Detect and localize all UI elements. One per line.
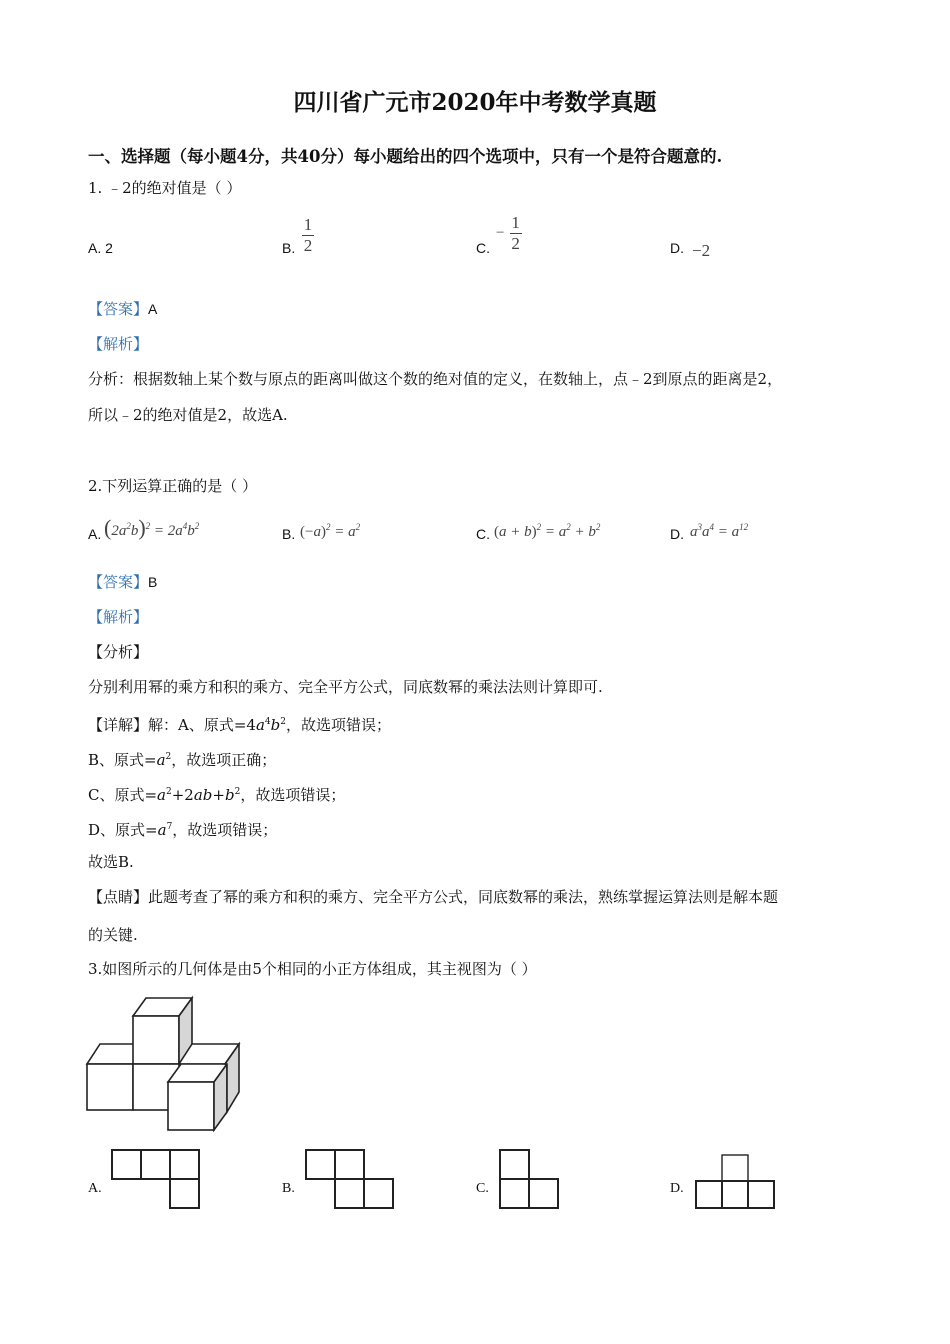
detail-d-prefix: D、原式= (88, 821, 158, 839)
q3-option-d-label: D. (670, 1181, 684, 1196)
q2-option-d-label: D. (670, 526, 684, 542)
detail-a-suffix: ，故选项错误； (286, 716, 392, 734)
page-title: 四川省广元市2020年中考数学真题 (293, 89, 657, 116)
q2-detail-b: B、原式$=a^2$，故选项正确； (88, 751, 277, 769)
detail-c-prefix: C、原式= (88, 786, 158, 804)
denominator: 2 (511, 234, 520, 253)
answer-label: 【答案】 (88, 573, 149, 591)
q2-stem: 2.下列运算正确的是（ ） (88, 477, 258, 495)
q1-option-d-label: D. (670, 240, 684, 256)
detail-a-prefix: 解：A、原式=4 (148, 716, 256, 734)
comment-label: 【点睛】 (88, 888, 149, 906)
q2-option-a-label: A. (88, 526, 102, 542)
q1-option-b-fraction (302, 216, 314, 255)
q1-answer (88, 299, 157, 319)
q3-option-c-view (498, 1148, 562, 1210)
q1-option-c-fraction (496, 214, 522, 253)
q2-option-c-label: C. (476, 526, 490, 542)
q2-detail-d: D、原式$=a^7$，故选项错误； (88, 821, 278, 839)
q3-solid-figure (84, 994, 248, 1134)
comment-text: 此题考查了幂的乘方和积的乘方、完全平方公式，同底数幂的乘法，熟练掌握运算法则是解本题 (148, 888, 779, 906)
answer-value: B (148, 574, 158, 590)
q2-analysis-label: 【解析】 (88, 608, 149, 626)
detail-b-prefix: B、原式= (88, 751, 157, 769)
q2-comment-line2: 的关键. (88, 926, 138, 944)
q2-option-b-expression: $(-a)^2 = a^2$ (300, 522, 361, 540)
q2-option-a-expression: $(2a^2b)^2 = 2a^4b^2$ (104, 515, 200, 540)
q2-option-d-expression: $a^3a^4 = a^{12}$ (690, 522, 749, 540)
q2-detail-a: 【详解】解：A、原式$=4a^4b^2$，故选项错误； (88, 716, 392, 734)
minus-sign: − (496, 225, 505, 241)
q3-option-b-label: B. (282, 1181, 295, 1196)
q1-option-b-label: B. (282, 240, 296, 256)
q3-stem: 3.如图所示的几何体是由5个相同的小正方体组成，其主视图为（ ） (88, 960, 537, 978)
q1-stem: 1. ﹣2的绝对值是（ ） (88, 179, 242, 197)
q1-option-c-label: C. (476, 240, 490, 256)
numerator: 1 (511, 213, 520, 232)
section-heading: 一、选择题（每小题4分，共40分）每小题给出的四个选项中，只有一个是符合题意的. (88, 147, 723, 166)
q1-analysis-line1: 分析：根据数轴上某个数与原点的距离叫做这个数的绝对值的定义，在数轴上，点﹣2到原点的距离是2， (88, 370, 783, 388)
q3-option-b-view (304, 1148, 396, 1210)
answer-label: 【答案】 (88, 300, 149, 318)
q2-comment-line1 (88, 887, 778, 907)
q1-option-d-value: −2 (692, 241, 711, 260)
q2-fenxi-text: 分别利用幂的乘方和积的乘方、完全平方公式，同底数幂的乘法法则计算即可. (88, 678, 603, 696)
q3-option-a-label: A. (88, 1181, 102, 1196)
answer-value: A (148, 301, 158, 317)
q2-fenxi-label: 【分析】 (88, 643, 149, 661)
q3-option-a-view (110, 1148, 202, 1210)
q2-option-c-expression: $(a + b)^2 = a^2 + b^2$ (494, 522, 601, 540)
detail-c-suffix: ，故选项错误； (240, 786, 346, 804)
q1-analysis-label: 【解析】 (88, 335, 149, 353)
q3-option-c-label: C. (476, 1181, 489, 1196)
detail-d-suffix: ，故选项错误； (172, 821, 278, 839)
denominator: 2 (303, 236, 313, 255)
detail-b-suffix: ，故选项正确； (171, 751, 277, 769)
q2-option-b-label: B. (282, 526, 296, 542)
q2-answer (88, 572, 157, 592)
q1-option-a: A. 2 (88, 240, 113, 256)
numerator: 1 (303, 215, 313, 234)
q2-detail-c: C、原式$=a^2+2ab+b^2$，故选项错误； (88, 786, 346, 804)
q3-option-d-view (692, 1153, 778, 1211)
q1-analysis-line2: 所以﹣2的绝对值是2，故选A. (88, 406, 288, 424)
q2-choose: 故选B. (88, 853, 134, 871)
detail-label: 【详解】 (88, 716, 149, 734)
